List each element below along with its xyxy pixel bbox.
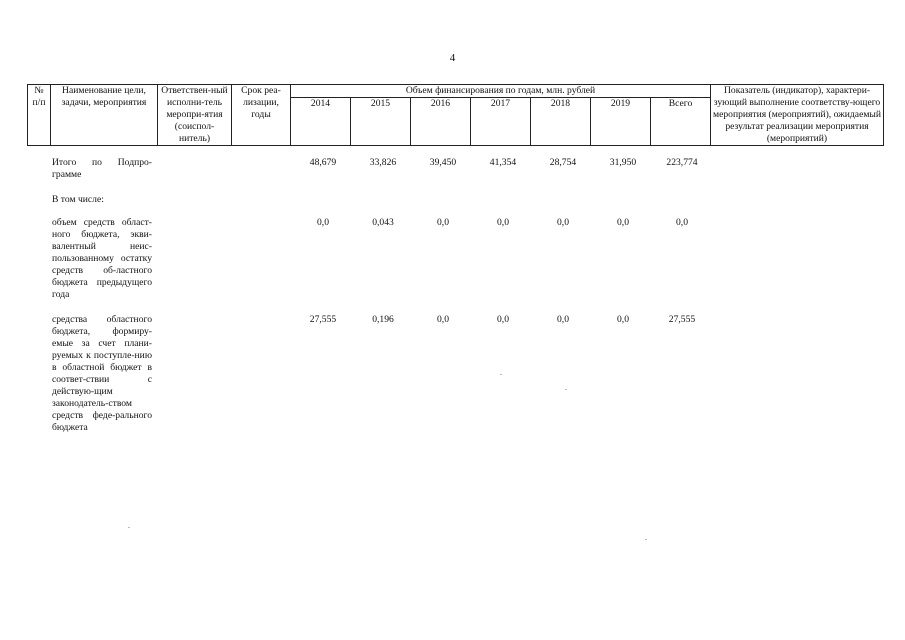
row-total-all: 223,774 (666, 157, 698, 168)
row-balance-2019: 0,0 (617, 217, 629, 228)
scan-speck (645, 539, 647, 540)
header-year-2014: 2014 (291, 98, 351, 146)
header-col-number: № п/п (28, 85, 51, 146)
header-col-indicator: Показатель (индикатор), характери-зующий выполнение соответству-ющего мероприятия (мероприятий), ожидаемый результат реализации мероприятия (мероприятий) (711, 85, 884, 146)
header-col-period: Срок реа-лизации, годы (232, 85, 291, 146)
row-federal-2018: 0,0 (557, 314, 569, 325)
table-header (27, 84, 884, 146)
row-balance-2015: 0,043 (372, 217, 394, 228)
page-number: 4 (449, 52, 456, 64)
row-total-2014: 48,679 (309, 157, 337, 168)
row-balance-all: 0,0 (676, 217, 688, 228)
row-total-2017: 41,354 (489, 157, 517, 168)
row-balance-2014: 0,0 (317, 217, 329, 228)
row-federal-all: 27,555 (668, 314, 696, 325)
scan-speck (500, 374, 502, 375)
header-col-financing: Объем финансирования по годам, млн. рублей (291, 85, 711, 98)
row-balance-2018: 0,0 (557, 217, 569, 228)
row-federal-2017: 0,0 (497, 314, 509, 325)
row-total-2018: 28,754 (549, 157, 577, 168)
row-total-2019: 31,950 (609, 157, 637, 168)
row-federal-2015: 0,196 (372, 314, 394, 325)
header-year-2015: 2015 (351, 98, 411, 146)
scan-speck (565, 389, 567, 390)
row-total-2015: 33,826 (369, 157, 397, 168)
row-federal-name: средства областного бюджета, формиру-емые за счет плани-руемых к поступле-нию в областной бюджет в соответ-ствии с действую-щим законодатель-ством средств феде-рального бюджета (52, 314, 152, 433)
header-year-2019: 2019 (591, 98, 651, 146)
header-year-2017: 2017 (471, 98, 531, 146)
row-total-name: Итого по Подпро-грамме (52, 157, 152, 180)
header-col-responsible: Ответствен-ный исполни-тель меропри-ятия (соиспол-нитель) (158, 85, 232, 146)
header-col-name: Наименование цели, задачи, мероприятия (51, 85, 158, 146)
row-federal-2016: 0,0 (437, 314, 449, 325)
row-federal-2014: 27,555 (309, 314, 337, 325)
row-federal-2019: 0,0 (617, 314, 629, 325)
header-year-2016: 2016 (411, 98, 471, 146)
header-total: Всего (651, 98, 711, 146)
row-total-2016: 39,450 (429, 157, 457, 168)
row-balance-2016: 0,0 (437, 217, 449, 228)
row-balance-2017: 0,0 (497, 217, 509, 228)
row-balance-name: объем средств област-ного бюджета, экви-валентный неис-пользованному остатку средств об-ластного бюджета предыдущего года (52, 217, 152, 300)
scan-speck (128, 527, 130, 528)
row-including-label: В том числе: (52, 194, 104, 205)
header-year-2018: 2018 (531, 98, 591, 146)
